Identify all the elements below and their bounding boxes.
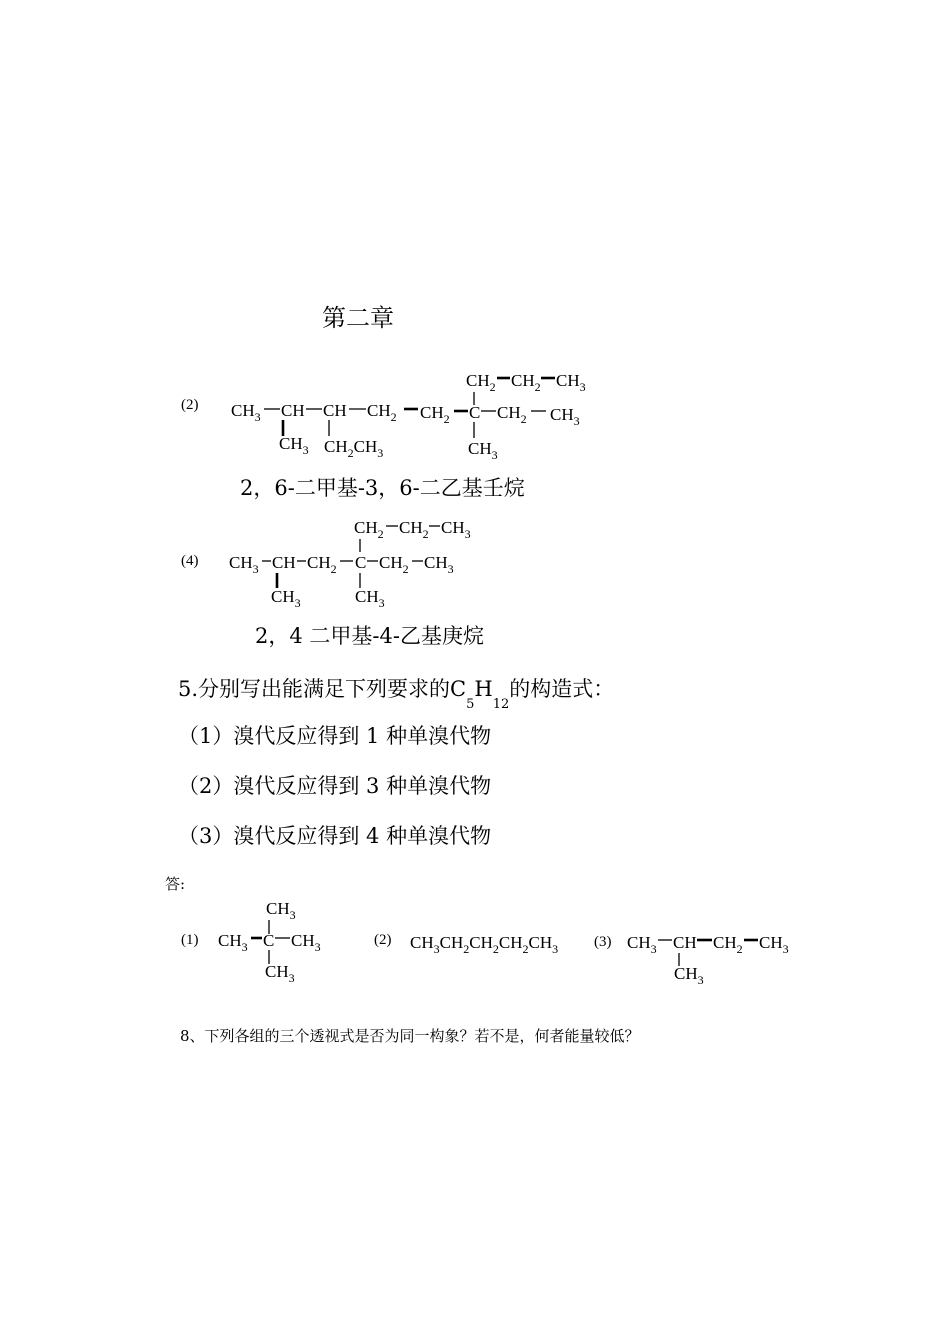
svg-text:CH3: $CH_3$ bbox=[627, 933, 657, 956]
svg-text:CH: CH bbox=[323, 401, 347, 420]
svg-text:CH2: $CH_2$ bbox=[379, 553, 409, 576]
svg-text:CH3: $CH_3$ bbox=[674, 964, 704, 987]
question-5-suffix: 的构造式： bbox=[509, 677, 615, 701]
svg-text:CH2: $CH_2$ bbox=[307, 553, 337, 576]
question-5-part-3: （3）溴代反应得到 4 种单溴代物 bbox=[178, 824, 492, 848]
compound-name-4: 2，4 二甲基-4-乙基庚烷 bbox=[255, 624, 484, 648]
svg-text:CH: CH bbox=[673, 933, 697, 952]
chapter-title: 第二章 bbox=[322, 304, 394, 332]
svg-text:CH3: $CH_3$ bbox=[759, 933, 789, 956]
svg-text:CH: CH bbox=[281, 401, 305, 420]
svg-text:CH3: $CH_3$ bbox=[424, 553, 454, 576]
svg-text:CH2: $CH_2$ bbox=[497, 403, 527, 426]
item-label-2: (2) bbox=[181, 397, 199, 413]
item-label-4: (4) bbox=[181, 553, 199, 569]
svg-text:CH3: $CH_3$ bbox=[231, 401, 261, 424]
formula-c-sub: 5 bbox=[466, 697, 475, 712]
svg-text:CH2: $CH_2$ bbox=[466, 371, 496, 394]
svg-text:CH2: $CH_2$ bbox=[367, 401, 397, 424]
compound-name-2: 2，6-二甲基-3，6-二乙基壬烷 bbox=[240, 476, 525, 500]
svg-text:CH3: $CH_3$ bbox=[218, 931, 248, 954]
svg-text:CH3: $CH_3$ bbox=[229, 553, 259, 576]
formula-h-sub: 12 bbox=[492, 697, 510, 712]
svg-text:CH: CH bbox=[272, 553, 296, 572]
svg-text:CH3: $CH_3$ bbox=[291, 931, 321, 954]
formula-compound-2 bbox=[231, 371, 586, 462]
svg-text:CH3: $CH_3$ bbox=[550, 405, 580, 428]
formula-answer-1 bbox=[218, 899, 321, 985]
question-8: 8、下列各组的三个透视式是否为同一构象？若不是，何者能量较低？ bbox=[180, 1027, 640, 1045]
svg-text:CH2CH3: $CH_2CH_3$ bbox=[324, 437, 384, 460]
formula-answer-3 bbox=[627, 933, 789, 987]
svg-text:C: C bbox=[469, 403, 481, 422]
formula-c: C bbox=[450, 677, 467, 701]
answer-label-1: (1) bbox=[181, 932, 199, 948]
answer-label-3: (3) bbox=[594, 934, 612, 950]
svg-text:CH3: $CH_3$ bbox=[556, 371, 586, 394]
svg-text:CH3: $CH_3$ bbox=[265, 962, 295, 985]
svg-text:CH2: $CH_2$ bbox=[713, 933, 743, 956]
question-5-prefix: 5.分别写出能满足下列要求的 bbox=[178, 677, 451, 701]
svg-text:CH3: $CH_3$ bbox=[271, 587, 301, 610]
formula-h: H bbox=[474, 677, 493, 701]
svg-text:C: C bbox=[263, 931, 275, 950]
svg-text:CH2: $CH_2$ bbox=[511, 371, 541, 394]
svg-text:CH3: $CH_3$ bbox=[279, 434, 309, 457]
svg-text:CH3: $CH_3$ bbox=[468, 439, 498, 462]
question-5-part-2: （2）溴代反应得到 3 种单溴代物 bbox=[178, 774, 492, 798]
answer-label-2: (2) bbox=[374, 932, 392, 948]
svg-text:C: C bbox=[355, 553, 367, 572]
svg-text:CH2: $CH_2$ bbox=[354, 518, 384, 541]
formula-answer-2 bbox=[410, 933, 558, 956]
svg-text:CH3CH2CH2CH2CH3: $CH_3CH_2CH_2CH_2CH_3$ bbox=[410, 933, 559, 956]
svg-text:CH3: $CH_3$ bbox=[441, 518, 471, 541]
formula-compound-4 bbox=[229, 518, 471, 610]
svg-text:CH2: $CH_2$ bbox=[399, 518, 429, 541]
svg-text:CH3: $CH_3$ bbox=[355, 587, 385, 610]
answer-label: 答: bbox=[165, 875, 186, 893]
question-5-part-1: （1）溴代反应得到 1 种单溴代物 bbox=[178, 724, 492, 748]
svg-text:CH2: $CH_2$ bbox=[420, 403, 450, 426]
svg-text:CH3: $CH_3$ bbox=[266, 899, 296, 922]
